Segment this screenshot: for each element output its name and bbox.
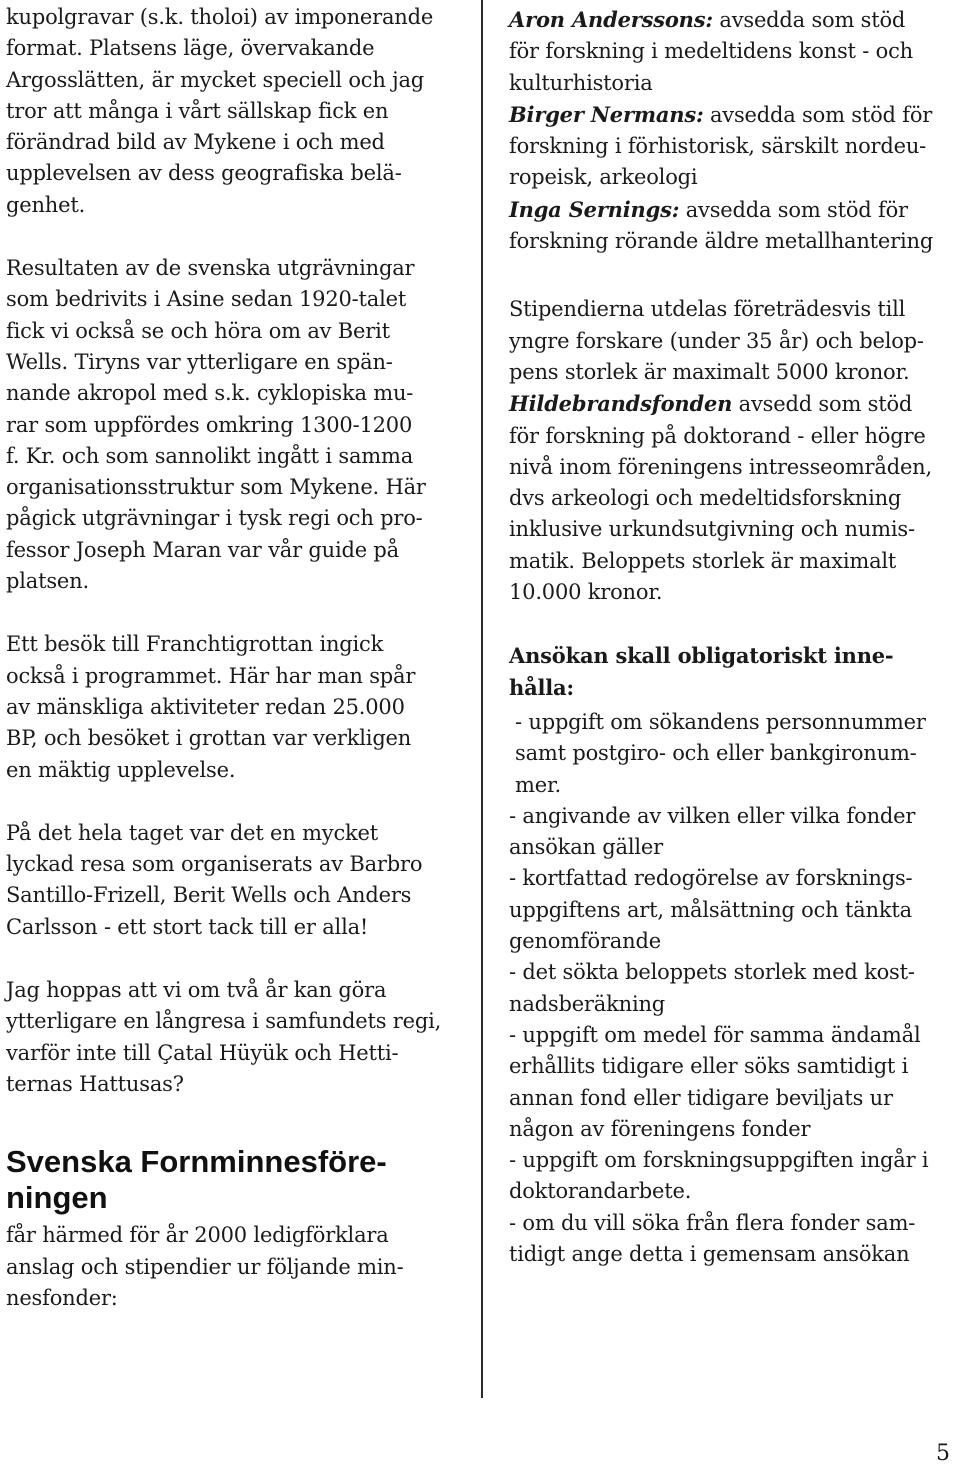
list-item: mer. <box>515 772 561 797</box>
list-item: uppgiftens art, målsättning och tänkta <box>509 897 912 922</box>
requirements-list <box>509 707 954 1270</box>
text-line: förändrad bild av Mykene i och med <box>6 130 385 155</box>
text-line: av mänskliga aktiviteter redan 25.000 <box>6 694 405 719</box>
fund-list <box>509 4 954 257</box>
text-fragment: avsedda som stöd <box>712 8 906 32</box>
paragraph-asine <box>6 253 446 597</box>
text-line: Stipendierna utdelas företrädesvis till <box>509 297 906 322</box>
stipend-info <box>509 294 954 608</box>
text-line: kulturhistoria <box>509 70 653 95</box>
text-line: inklusive urkundsutgivning och numis- <box>509 517 915 542</box>
text-line: Jag hoppas att vi om två år kan göra <box>6 978 387 1003</box>
text-line: dvs arkeologi och medeltidsforskning <box>509 486 902 511</box>
text-line: som bedrivits i Asine sedan 1920-talet <box>6 287 407 312</box>
fund-name: Inga Sernings: <box>509 196 680 222</box>
list-item: - angivande av vilken eller vilka fonder <box>509 803 916 828</box>
list-item: erhållits tidigare eller söks samtidigt i <box>509 1054 909 1079</box>
paragraph-announcement <box>6 1220 446 1314</box>
list-item: - det sökta beloppets storlek med kost- <box>509 960 915 985</box>
list-item: doktorandarbete. <box>509 1179 692 1204</box>
text-fragment: avsedda som stöd för <box>703 102 933 127</box>
text-line: en mäktig upplevelse. <box>6 757 236 782</box>
text-line: matik. Beloppets storlek är maximalt <box>509 548 897 573</box>
text-line: Resultaten av de svenska utgrävningar <box>6 256 415 281</box>
text-fragment: avsedd som stöd <box>732 392 913 417</box>
text-line: nivå inom föreningens intresseområden, <box>509 454 932 479</box>
text-line: 10.000 kronor. <box>509 580 663 605</box>
left-column <box>6 0 446 1314</box>
text-line: för forskning på doktorand - eller högre <box>509 423 926 448</box>
text-line: ropeisk, arkeologi <box>509 165 698 190</box>
fund-birger-nerman <box>509 99 954 131</box>
fund-hildebrand <box>509 388 954 420</box>
list-item: samt postgiro- och eller bankgironum- <box>515 741 917 766</box>
text-line: pens storlek är maximalt 5000 kronor. <box>509 359 910 384</box>
text-line: pågick utgrävningar i tysk regi och pro- <box>6 506 423 531</box>
text-line: rar som uppfördes omkring 1300-1200 <box>6 412 413 437</box>
text-line: får härmed för år 2000 ledigförklara <box>6 1223 389 1248</box>
text-line: ternas Hattusas? <box>6 1071 184 1096</box>
column-divider <box>481 0 483 1398</box>
text-line: nande akropol med s.k. cyklopiska mu- <box>6 381 414 406</box>
list-item: - om du vill söka från flera fonder sam- <box>509 1210 916 1235</box>
text-line: lyckad resa som organiserats av Barbro <box>6 852 423 877</box>
list-item: nadsberäkning <box>509 991 666 1016</box>
list-item: - uppgift om medel för samma ändamål <box>509 1022 921 1047</box>
text-line: organisationsstruktur som Mykene. Här <box>6 475 426 500</box>
text-line: nesfonder: <box>6 1285 118 1310</box>
page-number: 5 <box>936 1441 950 1466</box>
heading-line: hålla: <box>509 674 574 700</box>
fund-inga-serning <box>509 194 954 226</box>
text-line: varför inte till Çatal Hüyük och Hetti- <box>6 1040 399 1065</box>
list-item: - kortfattad redogörelse av forsknings- <box>509 866 913 891</box>
heading-line: ningen <box>6 1180 108 1216</box>
text-line: yngre forskare (under 35 år) och belop- <box>509 328 924 353</box>
text-line: Santillo-Frizell, Berit Wells och Anders <box>6 883 412 908</box>
fund-aron-andersson <box>509 4 954 36</box>
text-line: fessor Joseph Maran var vår guide på <box>6 537 399 562</box>
heading-line: Ansökan skall obligatoriskt inne- <box>509 643 894 669</box>
text-line: forskning rörande äldre metallhantering <box>509 229 934 254</box>
text-line: Argosslätten, är mycket speciell och jag <box>6 67 425 92</box>
fund-name: Birger Nermans: <box>509 101 704 127</box>
text-line: Wells. Tiryns var ytterligare en spän- <box>6 349 393 374</box>
text-line: f. Kr. och som sannolikt ingått i samma <box>6 443 414 468</box>
list-item: tidigt ange detta i gemensam ansökan <box>509 1241 910 1266</box>
text-line: också i programmet. Här har man spår <box>6 663 416 688</box>
list-item: annan fond eller tidigare beviljats ur <box>509 1085 893 1110</box>
text-fragment: avsedda som stöd för <box>679 197 908 222</box>
section-heading <box>6 1144 446 1216</box>
text-line: tror att många i vårt sällskap fick en <box>6 98 389 123</box>
paragraph-future-trip <box>6 975 446 1100</box>
paragraph-mykene <box>6 2 446 221</box>
text-line: BP, och besöket i grottan var verkligen <box>6 726 412 751</box>
paragraph-franchti <box>6 629 446 785</box>
text-line: för forskning i medeltidens konst - och <box>509 39 913 64</box>
text-line: upplevelsen av dess geografiska belä- <box>6 161 402 186</box>
text-line: fick vi också se och höra om av Berit <box>6 318 390 343</box>
text-line: På det hela taget var det en mycket <box>6 820 379 845</box>
text-line: anslag och stipendier ur följande min- <box>6 1254 404 1279</box>
text-line: platsen. <box>6 569 89 594</box>
application-requirements-heading <box>509 640 954 703</box>
text-line: kupolgravar (s.k. tholoi) av imponerande <box>6 5 434 29</box>
fund-name: Hildebrandsfonden <box>509 391 733 417</box>
fund-name: Aron Anderssons: <box>509 7 713 32</box>
heading-line: Svenska Fornminnesföre- <box>6 1144 387 1180</box>
list-item: genomförande <box>509 929 661 954</box>
list-item: någon av föreningens fonder <box>509 1116 811 1141</box>
paragraph-thanks <box>6 818 446 943</box>
text-line: ytterligare en långresa i samfundets regi, <box>6 1009 442 1034</box>
list-item: - uppgift om sökandens personnummer <box>515 709 926 734</box>
list-item: ansökan gäller <box>509 835 663 860</box>
text-line: genhet. <box>6 192 86 217</box>
text-line: format. Platsens läge, övervakande <box>6 36 375 61</box>
text-line: forskning i förhistorisk, särskilt nordeu- <box>509 134 927 159</box>
list-item: - uppgift om forskningsuppgiften ingår i <box>509 1148 929 1173</box>
right-column <box>509 0 954 1270</box>
text-line: Carlsson - ett stort tack till er alla! <box>6 914 369 939</box>
text-line: Ett besök till Franchtigrottan ingick <box>6 632 384 657</box>
